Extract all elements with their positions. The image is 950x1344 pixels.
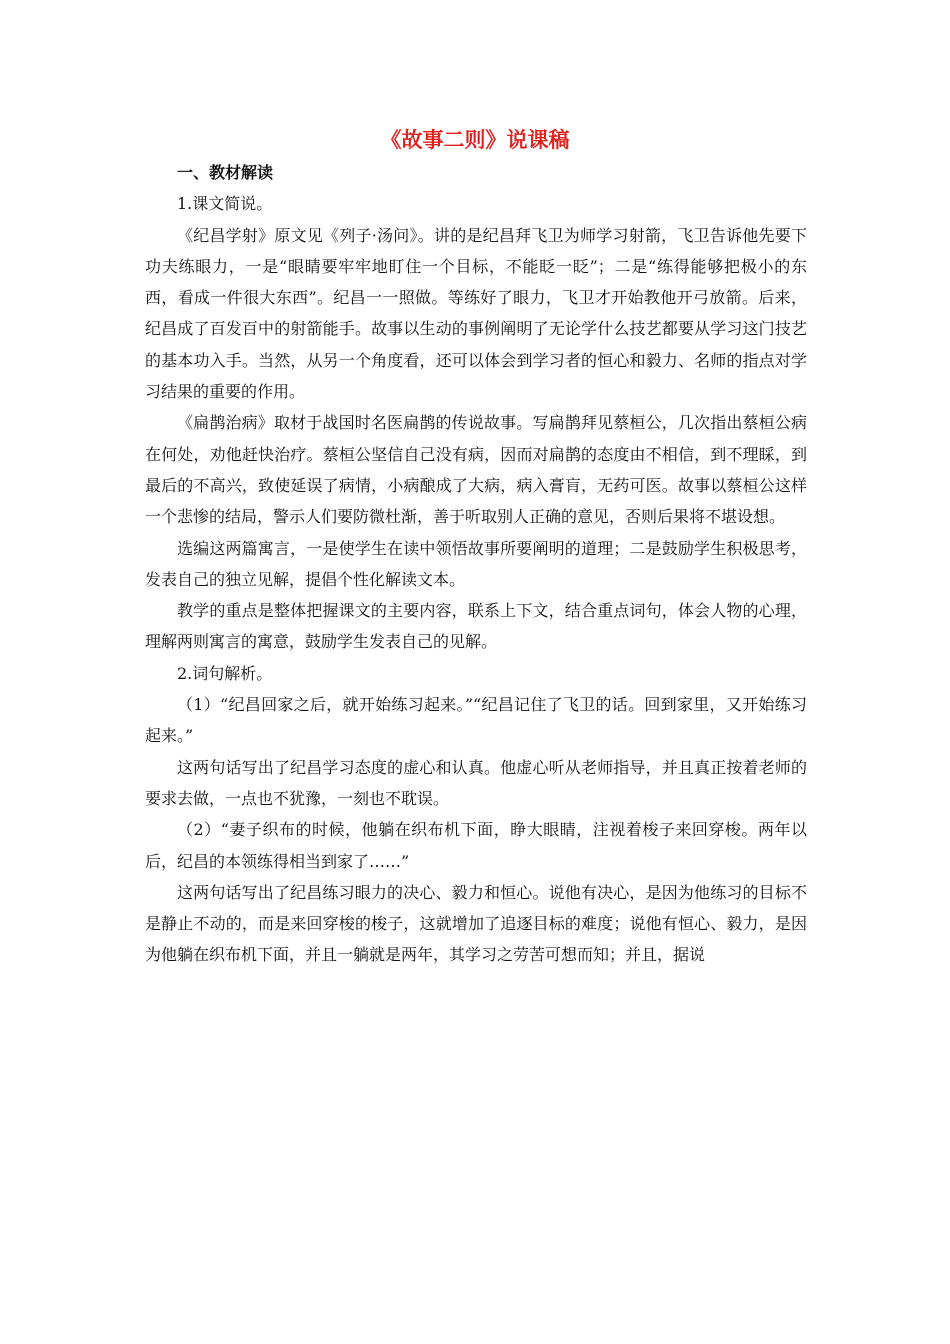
document-body bbox=[145, 157, 807, 971]
paragraph: 选编这两篇寓言，一是使学生在读中领悟故事所要阐明的道理；二是鼓励学生积极思考，发表自己的独立见解，提倡个性化解读文本。 bbox=[145, 538, 807, 589]
paragraph: （2）“妻子织布的时候，他躺在织布机下面，睁大眼睛，注视着梭子来回穿梭。两年以后，纪昌的本领练得相当到家了……” bbox=[145, 820, 807, 871]
paragraph: 《纪昌学射》原文见《列子·汤问》。讲的是纪昌拜飞卫为师学习射箭，飞卫告诉他先要下功夫练眼力，一是“眼睛要牢牢地盯住一个目标，不能眨一眨”；二是“练得能够把极小的东西，看成一件很大东西”。纪昌一一照做。等练好了眼力，飞卫才开始教他开弓放箭。后来，纪昌成了百发百中的射箭能手。故事以生动的事例阐明了无论学什么技艺都要从学习这门技艺的基本功入手。当然，从另一个角度看，还可以体会到学习者的恒心和毅力、名师的指点对学习结果的重要的作用。 bbox=[145, 225, 807, 402]
paragraph: 这两句话写出了纪昌学习态度的虚心和认真。他虚心听从老师指导，并且真正按着老师的要求去做，一点也不犹豫，一刻也不耽误。 bbox=[145, 757, 807, 808]
paragraph: 教学的重点是整体把握课文的主要内容，联系上下文，结合重点词句，体会人物的心理，理解两则寓言的寓意，鼓励学生发表自己的见解。 bbox=[145, 601, 807, 652]
paragraph: 《扁鹊治病》取材于战国时名医扁鹊的传说故事。写扁鹊拜见蔡桓公，几次指出蔡桓公病在何处，劝他赶快治疗。蔡桓公坚信自己没有病，因而对扁鹊的态度由不相信，到不理睬，到最后的不高兴，致使延误了病情，小病酿成了大病，病入膏肓，无药可医。故事以蔡桓公这样一个悲惨的结局，警示人们要防微杜渐，善于听取别人正确的意见，否则后果将不堪设想。 bbox=[145, 413, 807, 527]
paragraph: （1）“纪昌回家之后，就开始练习起来。”“纪昌记住了飞卫的话。回到家里，又开始练习起来。” bbox=[145, 695, 807, 746]
subsection-heading: 2.词句解析。 bbox=[177, 663, 273, 683]
section-heading: 一、教材解读 bbox=[177, 163, 274, 182]
subsection-heading: 1.课文简说。 bbox=[177, 194, 273, 214]
document-title: 《故事二则》说课稿 bbox=[380, 128, 570, 152]
paragraph: 这两句话写出了纪昌练习眼力的决心、毅力和恒心。说他有决心，是因为他练习的目标不是静止不动的，而是来回穿梭的梭子，这就增加了追逐目标的难度；说他有恒心、毅力，是因为他躺在织布机下面，并且一躺就是两年，其学习之劳苦可想而知；并且，据说 bbox=[145, 882, 807, 965]
